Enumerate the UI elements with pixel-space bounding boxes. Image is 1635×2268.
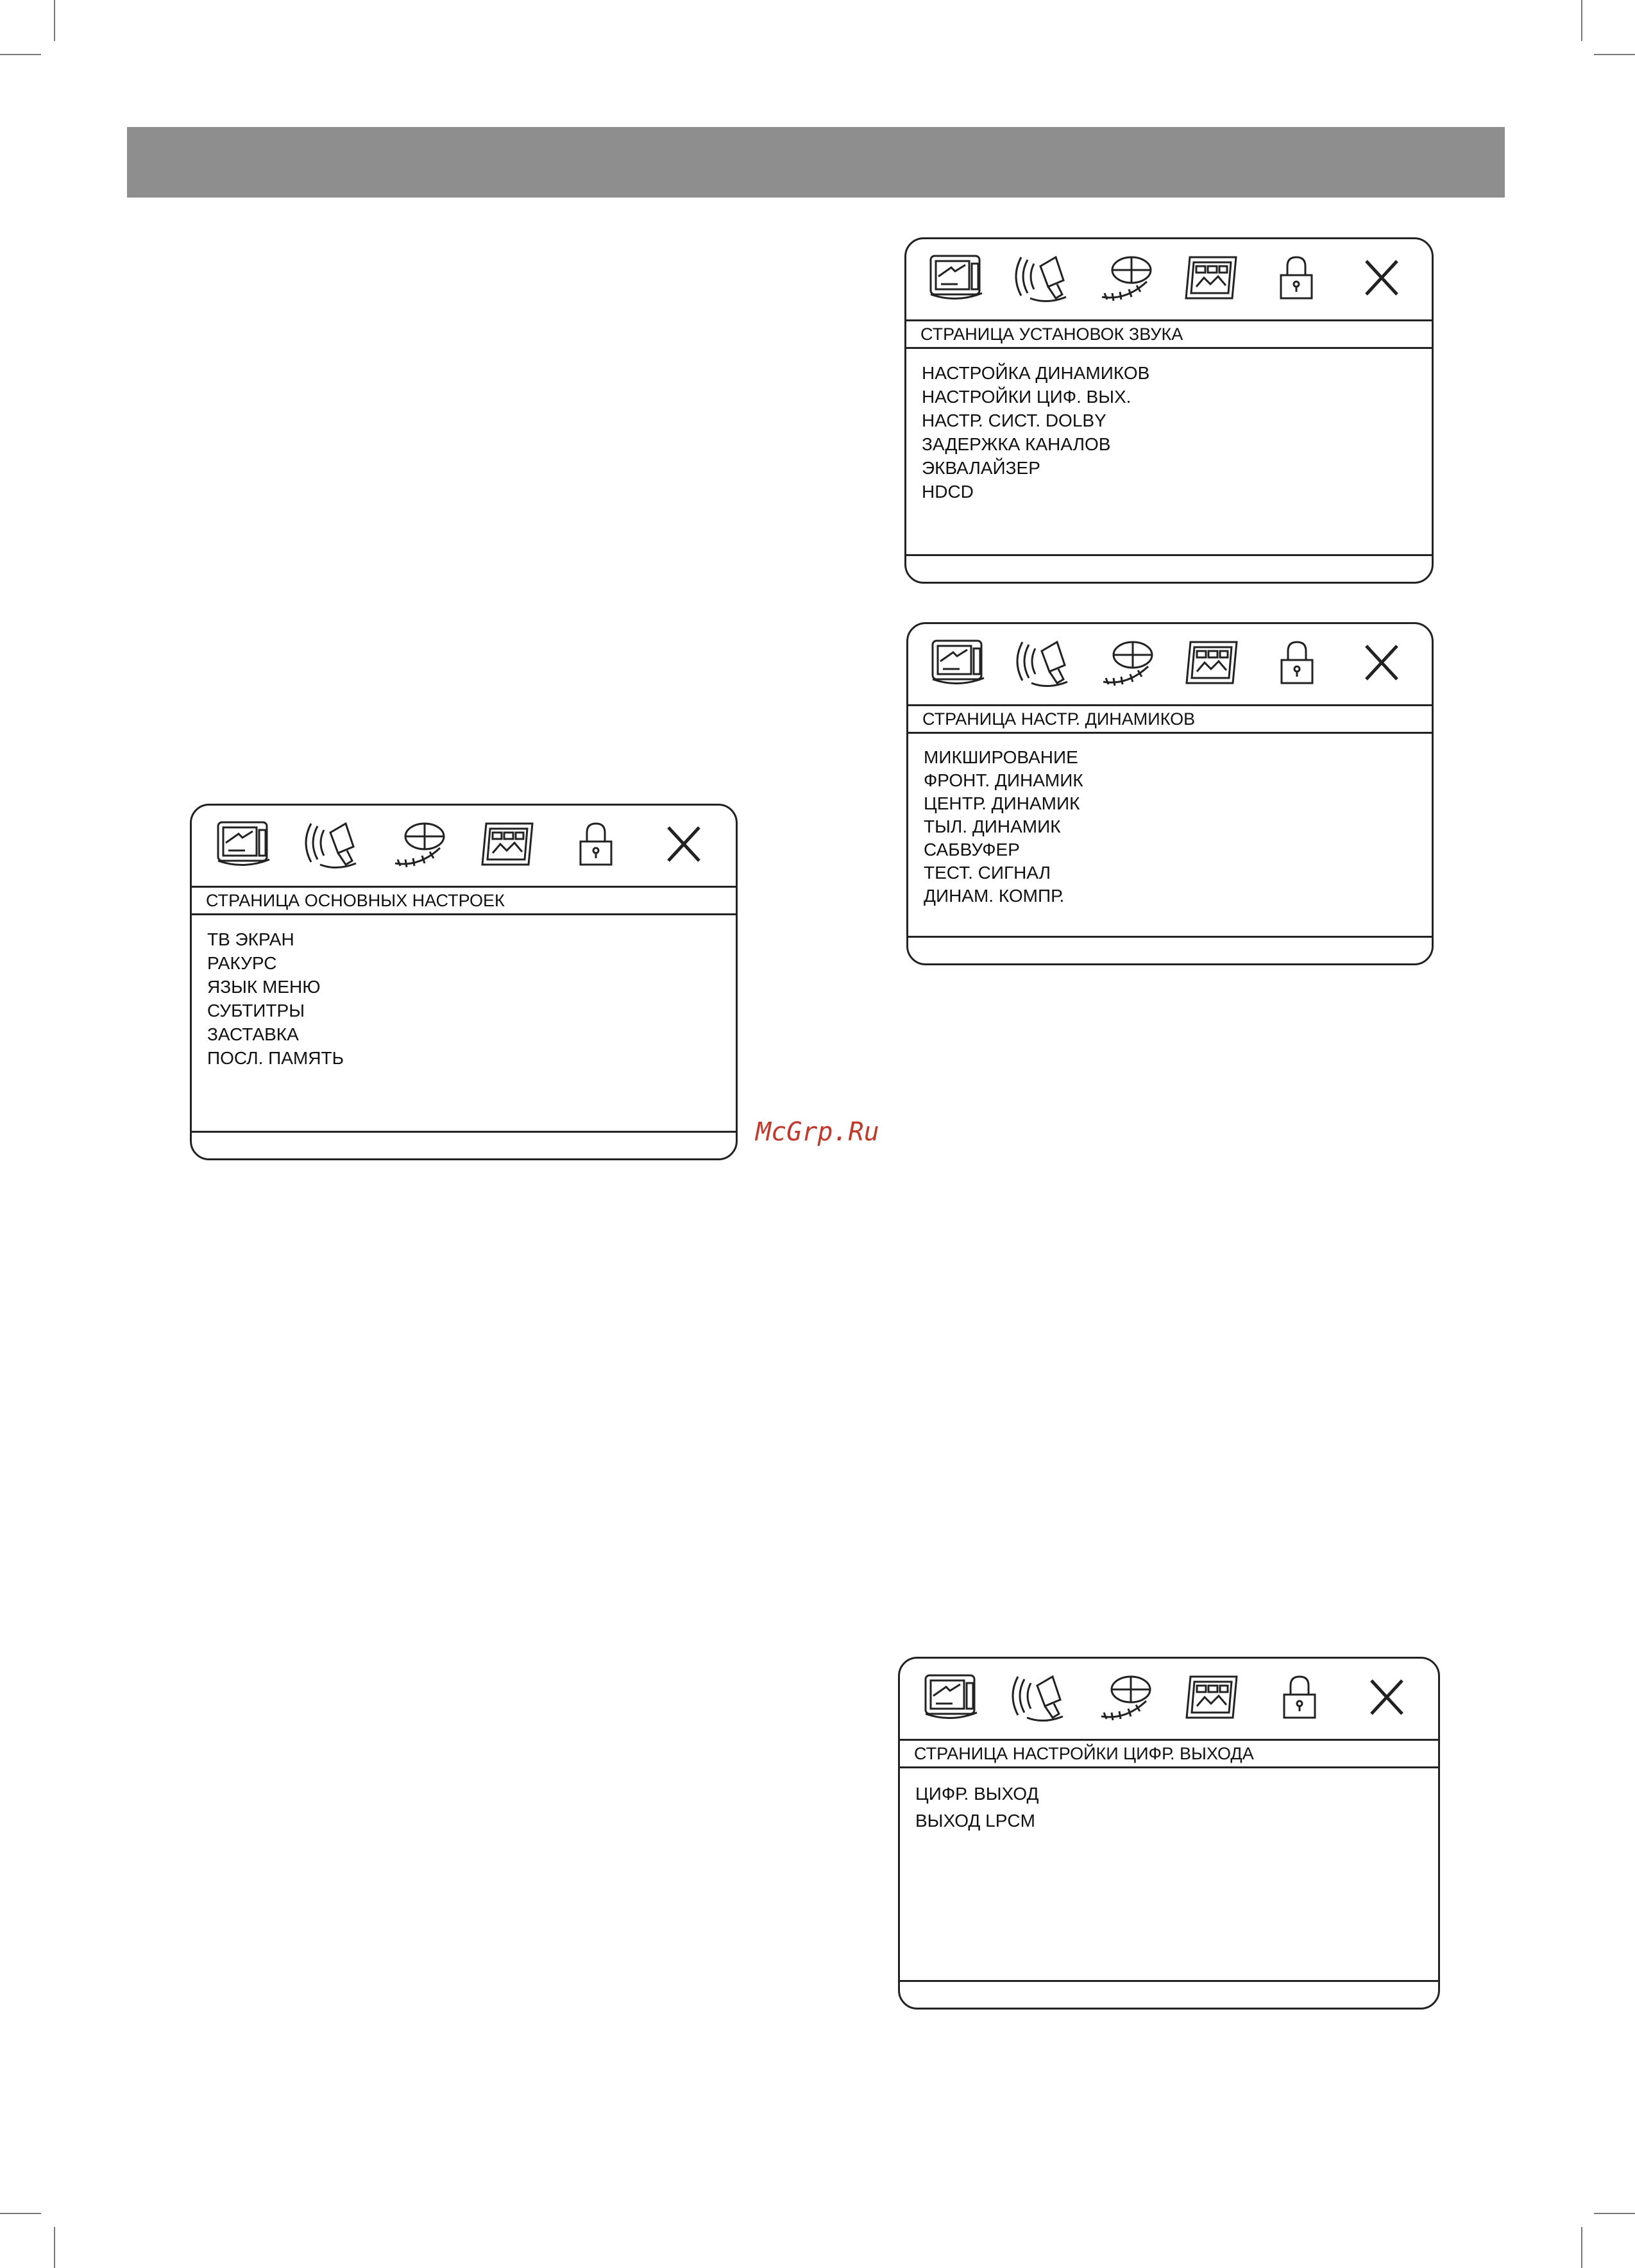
- icon-bar: [192, 806, 736, 883]
- menu-item[interactable]: ЦЕНТР. ДИНАМИК: [924, 793, 1080, 813]
- video-icon[interactable]: [1097, 636, 1158, 690]
- menu-list: [924, 746, 1083, 908]
- crop-mark: [1581, 0, 1582, 41]
- menu-item[interactable]: ПОСЛ. ПАМЯТЬ: [207, 1048, 344, 1068]
- crop-mark: [0, 2213, 41, 2214]
- menu-item[interactable]: ТЕСТ. СИГНАЛ: [924, 863, 1051, 883]
- exit-icon[interactable]: [1351, 251, 1412, 305]
- menu-item[interactable]: ДИНАМ. КОМПР.: [924, 886, 1065, 906]
- preference-icon[interactable]: [1182, 1670, 1243, 1724]
- audio-icon[interactable]: [1012, 636, 1074, 690]
- osd-title: СТРАНИЦА ОСНОВНЫХ НАСТРОЕК: [192, 886, 736, 915]
- preference-icon[interactable]: [477, 817, 539, 871]
- menu-item[interactable]: ЗАСТАВКА: [207, 1024, 299, 1044]
- menu-item[interactable]: HDCD: [922, 482, 974, 502]
- menu-item[interactable]: ЗАДЕРЖКА КАНАЛОВ: [922, 434, 1111, 454]
- crop-mark: [54, 0, 55, 41]
- menu-item[interactable]: САБВУФЕР: [924, 840, 1020, 859]
- audio-icon[interactable]: [1008, 1670, 1069, 1724]
- menu-item[interactable]: ВЫХОД LPCM: [915, 1811, 1035, 1831]
- osd-title: СТРАНИЦА НАСТР. ДИНАМИКОВ: [908, 704, 1432, 734]
- menu-list: [207, 927, 344, 1070]
- password-icon[interactable]: [1266, 251, 1327, 305]
- icon-bar: [908, 624, 1432, 701]
- watermark: McGrp.Ru: [756, 1117, 879, 1147]
- setup-icon[interactable]: [926, 251, 987, 305]
- menu-item[interactable]: ЯЗЫК МЕНЮ: [207, 977, 321, 997]
- video-icon[interactable]: [1096, 251, 1157, 305]
- crop-mark: [0, 54, 41, 55]
- menu-item[interactable]: СУБТИТРЫ: [207, 1001, 305, 1020]
- footer-line: [908, 936, 1432, 938]
- osd-title: СТРАНИЦА УСТАНОВОК ЗВУКА: [906, 319, 1432, 349]
- setup-icon[interactable]: [928, 636, 989, 690]
- password-icon[interactable]: [1269, 1670, 1330, 1724]
- password-icon[interactable]: [565, 817, 627, 871]
- video-icon[interactable]: [389, 817, 450, 871]
- menu-item[interactable]: МИКШИРОВАНИЕ: [924, 747, 1078, 767]
- preference-icon[interactable]: [1181, 251, 1242, 305]
- menu-item[interactable]: НАСТР. СИСТ. DOLBY: [922, 410, 1106, 430]
- osd-speaker-setup: [906, 622, 1434, 965]
- osd-digital-output: [898, 1657, 1440, 2010]
- menu-item[interactable]: ЦИФР. ВЫХОД: [915, 1784, 1039, 1804]
- menu-item[interactable]: ЭКВАЛАЙЗЕР: [922, 458, 1040, 478]
- exit-icon[interactable]: [653, 817, 715, 871]
- menu-item[interactable]: ФРОНТ. ДИНАМИК: [924, 770, 1083, 790]
- menu-list: [915, 1781, 1038, 1834]
- audio-icon[interactable]: [301, 817, 362, 871]
- menu-item[interactable]: НАСТРОЙКИ ЦИФ. ВЫХ.: [922, 387, 1131, 407]
- password-icon[interactable]: [1266, 636, 1328, 690]
- footer-line: [192, 1131, 736, 1133]
- exit-icon[interactable]: [1351, 636, 1412, 690]
- crop-mark: [54, 2227, 55, 2268]
- icon-bar: [906, 239, 1432, 316]
- header-bar: [127, 127, 1505, 198]
- crop-mark: [1581, 2227, 1582, 2268]
- menu-item[interactable]: НАСТРОЙКА ДИНАМИКОВ: [922, 363, 1150, 383]
- footer-line: [900, 1980, 1438, 1982]
- icon-bar: [900, 1659, 1438, 1736]
- crop-mark: [1594, 2213, 1635, 2214]
- menu-list: [922, 361, 1149, 504]
- menu-item[interactable]: РАКУРС: [207, 953, 277, 973]
- menu-item[interactable]: ТВ ЭКРАН: [207, 929, 294, 949]
- setup-icon[interactable]: [920, 1670, 982, 1724]
- osd-general-setup: [190, 804, 738, 1160]
- exit-icon[interactable]: [1356, 1670, 1418, 1724]
- video-icon[interactable]: [1095, 1670, 1156, 1724]
- setup-icon[interactable]: [213, 817, 275, 871]
- osd-title: СТРАНИЦА НАСТРОЙКИ ЦИФР. ВЫХОДА: [900, 1739, 1438, 1768]
- crop-mark: [1594, 54, 1635, 55]
- audio-icon[interactable]: [1011, 251, 1072, 305]
- osd-audio-setup: [904, 237, 1434, 584]
- menu-item[interactable]: ТЫЛ. ДИНАМИК: [924, 817, 1061, 836]
- footer-line: [906, 554, 1432, 556]
- preference-icon[interactable]: [1182, 636, 1243, 690]
